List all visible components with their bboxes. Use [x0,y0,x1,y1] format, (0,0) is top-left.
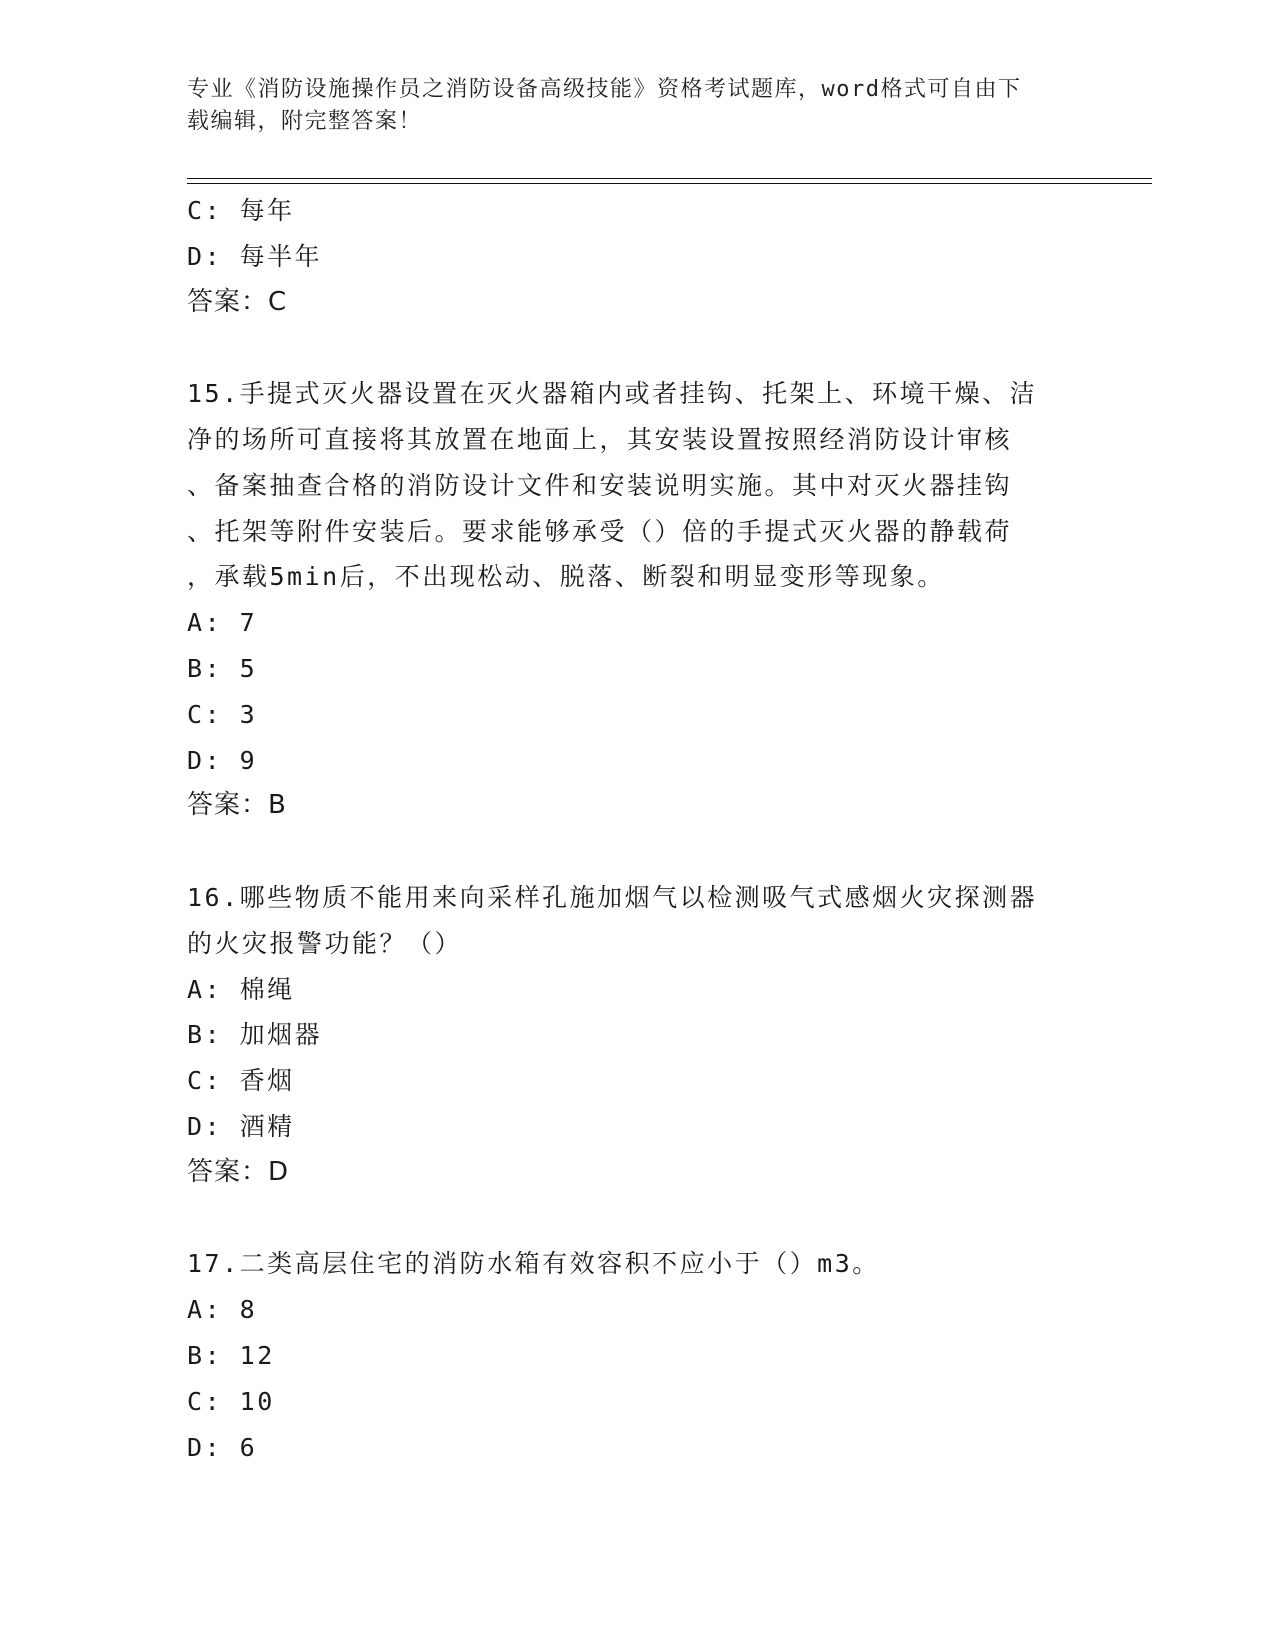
option-d: D: 9 [187,745,258,775]
header-line-2: 载编辑，附完整答案！ [187,109,423,134]
question-text-line: 、托架等附件安装后。要求能够承受（）倍的手提式灭火器的静载荷 [187,516,1013,546]
option-b: B: 加烟器 [187,1020,323,1050]
question-text-line: 15.手提式灭火器设置在灭火器箱内或者挂钩、托架上、环境干燥、洁 [187,379,1038,409]
question-17 [187,1241,1067,1470]
question-text-line: 净的场所可直接将其放置在地面上，其安装设置按照经消防设计审核 [187,424,1013,454]
prev-question [187,188,1067,325]
option-b: B: 5 [187,653,258,683]
header-rule-bottom [187,183,1152,184]
question-text-line: 16.哪些物质不能用来向采样孔施加烟气以检测吸气式感烟火灾探测器 [187,882,1038,912]
header-line-1: 专业《消防设施操作员之消防设备高级技能》资格考试题库，word格式可自由下 [187,77,1022,102]
answer: 答案：C [187,286,288,317]
question-text-line: 的火灾报警功能？（） [187,928,463,958]
option-a: A: 8 [187,1295,258,1325]
option-d: D: 酒精 [187,1111,295,1141]
question-text-line: 、备案抽查合格的消防设计文件和安装说明实施。其中对灭火器挂钩 [187,470,1013,500]
option-d: D: 6 [187,1432,258,1462]
option-c: C: 香烟 [187,1066,295,1096]
document-header [187,74,1067,138]
question-16 [187,875,1067,1196]
question-text-line: ，承载5min后，不出现松动、脱落、断裂和明显变形等现象。 [187,562,945,592]
option-d: D: 每半年 [187,241,323,271]
option-a: A: 7 [187,608,258,638]
header-rule-top [187,178,1152,179]
option-c: C: 10 [187,1386,275,1416]
question-text-line: 17.二类高层住宅的消防水箱有效容积不应小于（）m3。 [187,1249,880,1279]
option-c: C: 每年 [187,196,295,225]
answer: 答案：D [187,1156,290,1187]
option-a: A: 棉绳 [187,974,295,1004]
question-content [187,188,1067,1470]
answer: 答案：B [187,790,287,821]
option-b: B: 12 [187,1340,275,1370]
question-15 [187,371,1067,829]
option-c: C: 3 [187,699,258,729]
